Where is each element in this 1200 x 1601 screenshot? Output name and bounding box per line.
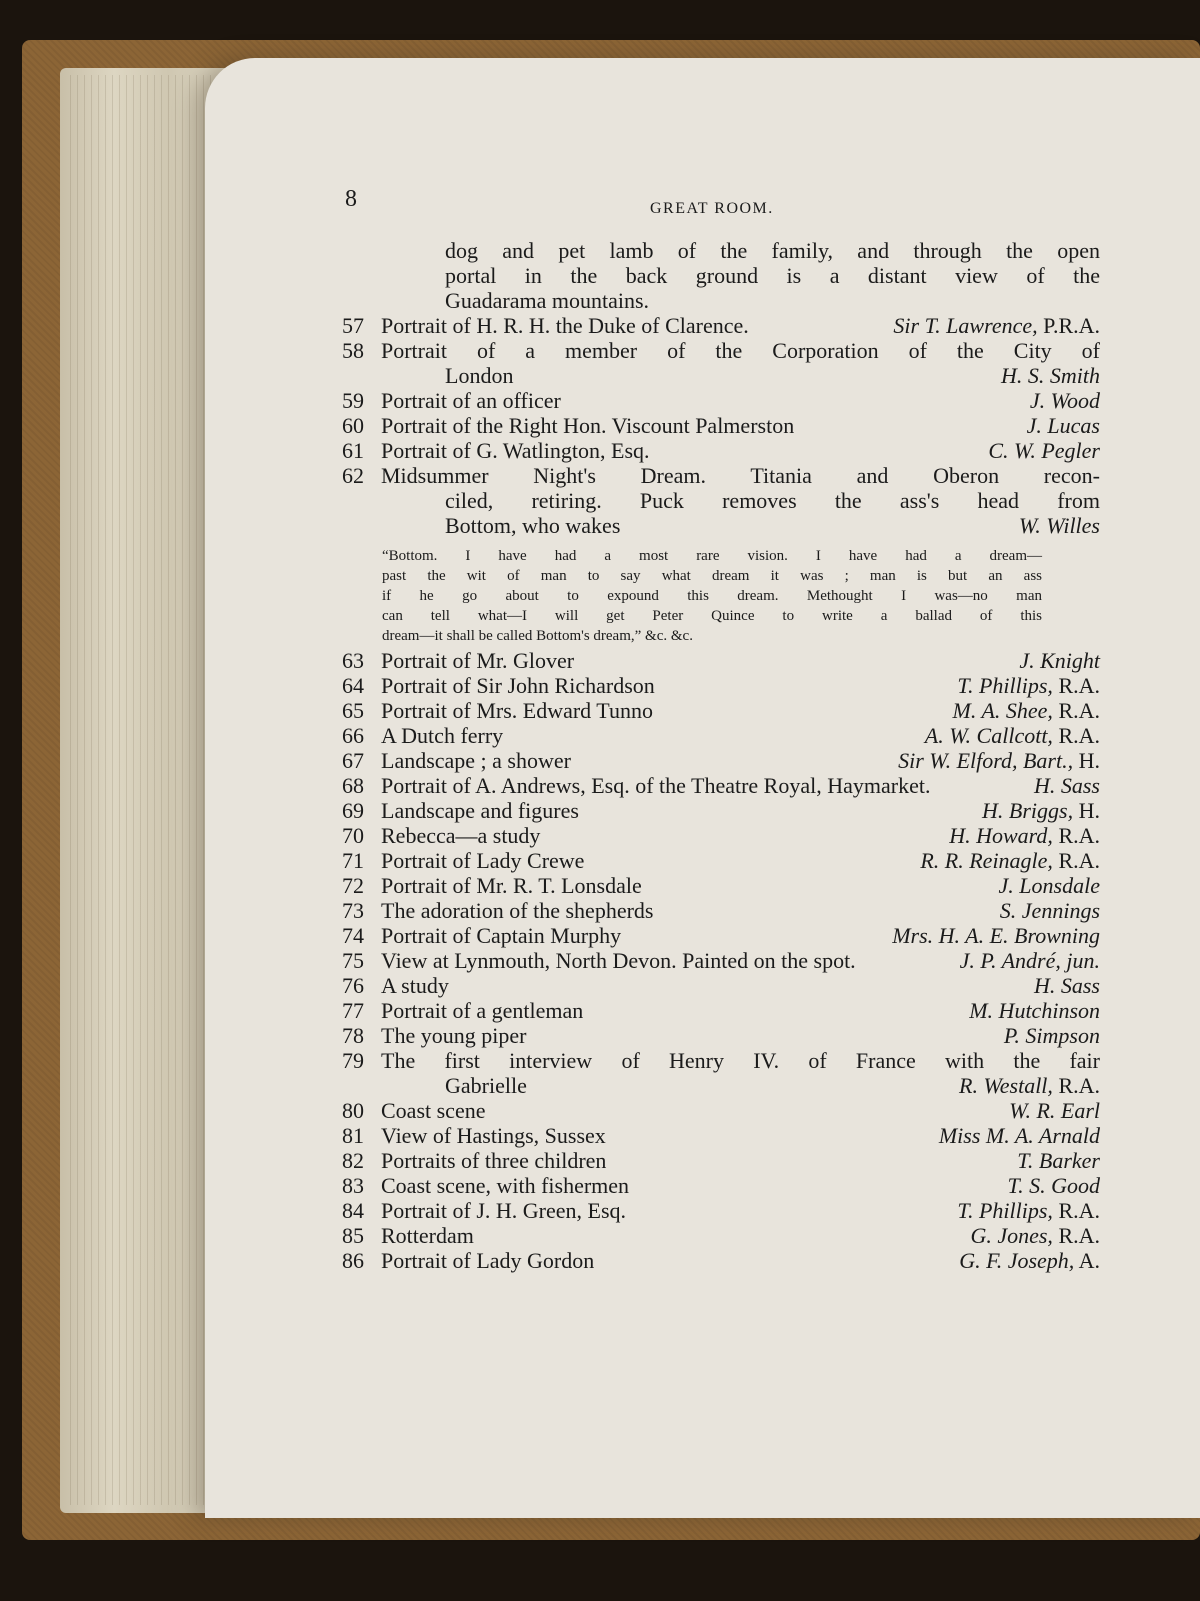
- entry-line: [342, 1123, 1100, 1148]
- artist-name-text: J. Knight: [1019, 648, 1100, 673]
- quotation-line: past the wit of man to say what dream it was ; man is but an ass: [382, 568, 1042, 584]
- artist-name-text: H. Sass: [1033, 773, 1100, 798]
- entry-line: [342, 998, 1100, 1023]
- artist-name-text: W. R. Earl: [1009, 1098, 1100, 1123]
- entry-title: A Dutch ferry: [381, 723, 504, 748]
- artist-name-text: H. S. Smith: [1001, 363, 1100, 388]
- entry-line: [342, 698, 1100, 723]
- entry-line: [342, 823, 1100, 848]
- entry-line: [342, 673, 1100, 698]
- entry-number: 65: [342, 698, 364, 723]
- artist-name-text: Sir T. Lawrence,: [893, 313, 1038, 338]
- quotation: [382, 546, 1042, 646]
- entry-number: 60: [342, 413, 364, 438]
- entry-line: [342, 363, 1100, 388]
- entry-title: Coast scene: [381, 1098, 486, 1123]
- entry-number: 75: [342, 948, 364, 973]
- entry-title: Portrait of Mrs. Edward Tunno: [381, 698, 653, 723]
- entry-line: [342, 1173, 1100, 1198]
- entry-number: 85: [342, 1223, 364, 1248]
- entry-title: Midsummer Night's Dream. Titania and Oberon recon-: [381, 463, 1100, 488]
- artist-name: [953, 698, 1100, 723]
- entry-number: 69: [342, 798, 364, 823]
- entry-number: 63: [342, 648, 364, 673]
- entry-line: [342, 948, 1100, 973]
- artist-name-text: A. W. Callcott,: [924, 723, 1053, 748]
- artist-name: [920, 848, 1100, 873]
- entry-title: Portrait of Mr. R. T. Lonsdale: [381, 873, 642, 898]
- entry-line: [342, 438, 1100, 463]
- entry-number: 83: [342, 1173, 364, 1198]
- entry-title: The first interview of Henry IV. of France with the fair: [381, 1048, 1100, 1073]
- artist-name-text: M. Hutchinson: [969, 998, 1100, 1023]
- artist-name: [925, 723, 1100, 748]
- artist-title: R.A.: [1052, 723, 1100, 748]
- entry-title: Portrait of Lady Gordon: [381, 1248, 595, 1273]
- artist-title: R.A.: [1052, 848, 1100, 873]
- entry-title: Portrait of Mr. Glover: [381, 648, 575, 673]
- entry-title: Rebecca—a study: [381, 823, 541, 848]
- entry-title: Bottom, who wakes: [445, 513, 621, 538]
- artist-name: [969, 998, 1100, 1023]
- entry-line: [342, 513, 1100, 538]
- artist-name-text: M. A. Shee,: [952, 698, 1053, 723]
- entry-line: [342, 873, 1100, 898]
- artist-name: [1008, 1173, 1101, 1198]
- entry-number: 73: [342, 898, 364, 923]
- artist-name-text: J. Lucas: [1026, 413, 1100, 438]
- artist-name: [960, 948, 1100, 973]
- artist-name-text: J. P. André, jun.: [959, 948, 1100, 973]
- entry-line: [342, 1098, 1100, 1123]
- entry-number: 66: [342, 723, 364, 748]
- entry-number: 74: [342, 923, 364, 948]
- entry-title: Portrait of J. H. Green, Esq.: [381, 1198, 627, 1223]
- entry-title: View at Lynmouth, North Devon. Painted on the spot.: [381, 948, 856, 973]
- running-head: GREAT ROOM.: [650, 200, 774, 217]
- entry-title: Landscape and figures: [381, 798, 579, 823]
- entry-number: 77: [342, 998, 364, 1023]
- quotation-line: dream—it shall be called Bottom's dream,” &c. &c.: [382, 628, 693, 644]
- artist-title: R.A.: [1052, 673, 1100, 698]
- entry-line: [342, 748, 1100, 773]
- artist-name-text: W. Willes: [1018, 513, 1100, 538]
- page-number: 8: [345, 186, 357, 212]
- artist-name: [893, 313, 1100, 338]
- entry-title: Portrait of an officer: [381, 388, 561, 413]
- artist-name-text: Mrs. H. A. E. Browning: [892, 923, 1100, 948]
- artist-name: [999, 873, 1100, 898]
- artist-name: [1019, 513, 1100, 538]
- entry-title: Rotterdam: [381, 1223, 474, 1248]
- artist-name: [898, 748, 1100, 773]
- artist-name-text: G. F. Joseph,: [959, 1248, 1075, 1273]
- entry-title: Coast scene, with fishermen: [381, 1173, 630, 1198]
- entry-number: 70: [342, 823, 364, 848]
- artist-title: R.A.: [1052, 1198, 1100, 1223]
- entry-line: [342, 1073, 1100, 1098]
- entry-number: 76: [342, 973, 364, 998]
- artist-name: [892, 923, 1100, 948]
- entry-line: [342, 338, 1100, 363]
- artist-name: [949, 823, 1100, 848]
- entry-title: The adoration of the shepherds: [381, 898, 654, 923]
- artist-title: R.A.: [1052, 823, 1100, 848]
- artist-name-text: J. Wood: [1029, 388, 1100, 413]
- artist-name-text: Sir W. Elford, Bart.,: [898, 748, 1074, 773]
- entry-number: 61: [342, 438, 364, 463]
- entry-number: 72: [342, 873, 364, 898]
- entry-title: A study: [381, 973, 449, 998]
- artist-name-text: G. Jones,: [970, 1223, 1053, 1248]
- entry-line: [342, 1248, 1100, 1273]
- entry-line: [342, 413, 1100, 438]
- entry-number: 58: [342, 338, 364, 363]
- artist-name: [1017, 1148, 1100, 1173]
- artist-name-text: C. W. Pegler: [988, 438, 1100, 463]
- artist-name: [1009, 1098, 1100, 1123]
- artist-title: R.A.: [1052, 698, 1100, 723]
- entry-number: 86: [342, 1248, 364, 1273]
- entry-title: Gabrielle: [445, 1073, 527, 1098]
- artist-title: P.R.A.: [1037, 313, 1100, 338]
- entry-line: [342, 1023, 1100, 1048]
- continuation-text: dog and pet lamb of the family, and through the open: [445, 238, 1100, 263]
- entry-number: 78: [342, 1023, 364, 1048]
- entry-number: 62: [342, 463, 364, 488]
- entry-title: Portrait of H. R. H. the Duke of Clarence.: [381, 313, 749, 338]
- artist-title: H.: [1073, 748, 1100, 773]
- artist-title: R.A.: [1052, 1073, 1100, 1098]
- artist-title: R.A.: [1052, 1223, 1100, 1248]
- quotation-line: can tell what—I will get Peter Quince to write a ballad of this: [382, 608, 1042, 624]
- artist-name-text: R. Westall,: [959, 1073, 1053, 1098]
- artist-name: [1019, 648, 1100, 673]
- continuation-line: [342, 288, 1100, 313]
- entry-title: London: [445, 363, 514, 388]
- entry-line: [342, 848, 1100, 873]
- artist-name-text: Miss M. A. Arnald: [938, 1123, 1100, 1148]
- artist-name: [1034, 973, 1100, 998]
- entry-number: 82: [342, 1148, 364, 1173]
- artist-name-text: H. Howard,: [949, 823, 1053, 848]
- entry-title: Portrait of the Right Hon. Viscount Palmerston: [381, 413, 795, 438]
- artist-name-text: T. Barker: [1017, 1148, 1100, 1173]
- entry-title: View of Hastings, Sussex: [381, 1123, 606, 1148]
- artist-name: [1004, 1023, 1100, 1048]
- artist-name-text: T. Phillips,: [957, 673, 1053, 698]
- entry-line: [342, 723, 1100, 748]
- continuation-line: [342, 263, 1100, 288]
- entry-number: 81: [342, 1123, 364, 1148]
- entry-line: [342, 313, 1100, 338]
- artist-name: [1027, 413, 1100, 438]
- quotation-line: if he go about to expound this dream. Methought I was—no man: [382, 588, 1042, 604]
- entry-line: [342, 798, 1100, 823]
- entry-line: [342, 1148, 1100, 1173]
- artist-name: [982, 798, 1100, 823]
- entry-number: 67: [342, 748, 364, 773]
- entry-title: Portrait of A. Andrews, Esq. of the Theatre Royal, Haymarket.: [381, 773, 931, 798]
- entry-title: Portrait of Lady Crewe: [381, 848, 585, 873]
- entry-line: [342, 463, 1100, 488]
- entry-line: [342, 488, 1100, 513]
- artist-name-text: P. Simpson: [1003, 1023, 1100, 1048]
- artist-title: A.: [1074, 1248, 1100, 1273]
- entry-number: 57: [342, 313, 364, 338]
- artist-name: [1034, 773, 1100, 798]
- entry-number: 64: [342, 673, 364, 698]
- entry-title: Portrait of a gentleman: [381, 998, 584, 1023]
- artist-name: [1001, 363, 1100, 388]
- entry-title: Landscape ; a shower: [381, 748, 571, 773]
- entry-title: The young piper: [381, 1023, 527, 1048]
- entry-number: 68: [342, 773, 364, 798]
- artist-name: [957, 1198, 1100, 1223]
- artist-name: [1030, 388, 1100, 413]
- entry-line: [342, 973, 1100, 998]
- artist-name-text: T. Phillips,: [957, 1198, 1053, 1223]
- quotation-line: “Bottom. I have had a most rare vision. I have had a dream—: [382, 548, 1042, 564]
- entry-line: [342, 898, 1100, 923]
- artist-title: H.: [1073, 798, 1100, 823]
- artist-name: [959, 1073, 1100, 1098]
- entry-title: ciled, retiring. Puck removes the ass's head from: [445, 488, 1100, 513]
- entry-number: 59: [342, 388, 364, 413]
- entry-title: Portrait of Sir John Richardson: [381, 673, 655, 698]
- continuation-line: [342, 238, 1100, 263]
- entry-title: Portrait of Captain Murphy: [381, 923, 622, 948]
- entry-number: 84: [342, 1198, 364, 1223]
- entry-number: 79: [342, 1048, 364, 1073]
- entry-line: [342, 923, 1100, 948]
- entry-title: Portraits of three children: [381, 1148, 607, 1173]
- artist-name: [959, 1248, 1100, 1273]
- entry-title: Portrait of a member of the Corporation of the City of: [381, 338, 1100, 363]
- artist-name-text: J. Lonsdale: [998, 873, 1100, 898]
- artist-name: [988, 438, 1100, 463]
- artist-name-text: R. R. Reinagle,: [920, 848, 1053, 873]
- catalogue-page: [205, 58, 1200, 1518]
- artist-name: [1000, 898, 1100, 923]
- artist-name-text: H. Briggs,: [982, 798, 1074, 823]
- entry-line: [342, 1198, 1100, 1223]
- artist-name: [939, 1123, 1100, 1148]
- entry-line: [342, 773, 1100, 798]
- entry-number: 71: [342, 848, 364, 873]
- continuation-text: Guadarama mountains.: [445, 288, 650, 313]
- entry-line: [342, 1048, 1100, 1073]
- artist-name: [957, 673, 1100, 698]
- entry-line: [342, 1223, 1100, 1248]
- entry-line: [342, 388, 1100, 413]
- continuation-text: portal in the back ground is a distant view of the: [445, 263, 1100, 288]
- entry-number: 80: [342, 1098, 364, 1123]
- artist-name-text: H. Sass: [1033, 973, 1100, 998]
- entry-line: [342, 648, 1100, 673]
- artist-name: [970, 1223, 1100, 1248]
- artist-name-text: T. S. Good: [1007, 1173, 1100, 1198]
- artist-name-text: S. Jennings: [999, 898, 1100, 923]
- entry-title: Portrait of G. Watlington, Esq.: [381, 438, 650, 463]
